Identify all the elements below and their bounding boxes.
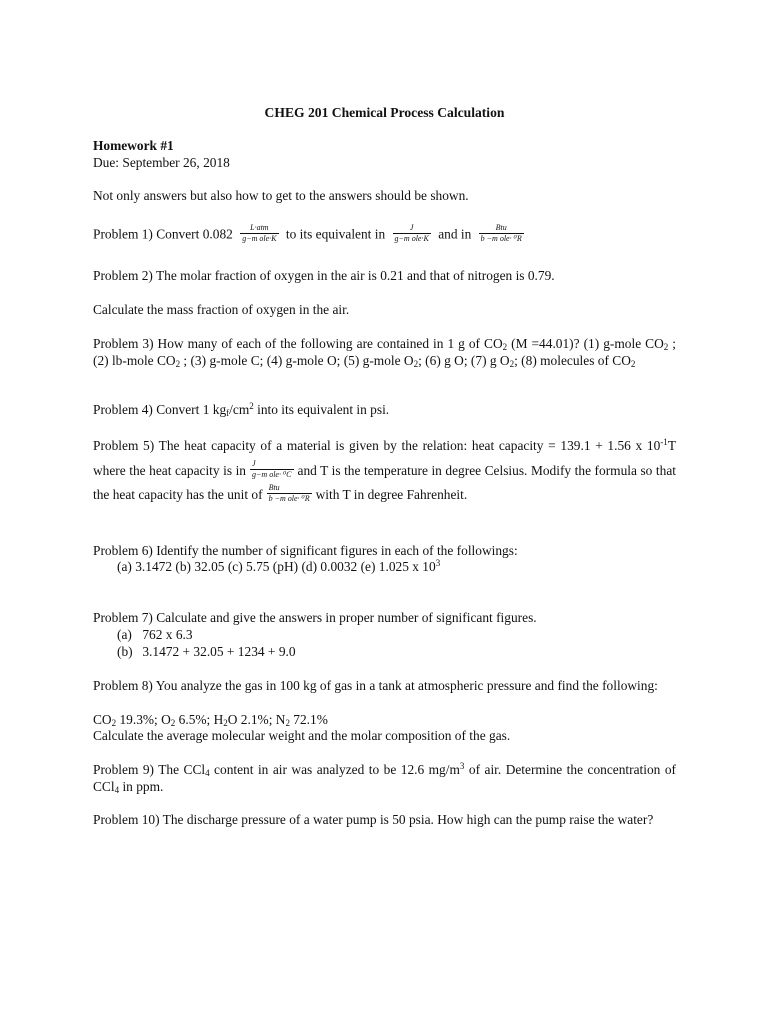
unit-fraction: $\frac{J}{\text{g−m ole·K}}$: [394, 223, 429, 243]
problem-8-line-1: Problem 8) You analyze the gas in 100 kg of gas in a tank at atmospheric pressure and find the following:: [93, 678, 658, 693]
problem-9: Problem 9) The CCl$_4$ content in air was analyzed to be 12.6 $mg/m^3$ of air. Determine the concentration of CCl$_4$ in ppm.: [93, 761, 676, 795]
problem-1: Problem 1) Convert 0.082 $\frac{\text{L·atm}}{\text{g−m ole·K}}$ to its equivalent in $\frac{J}{\text{g−m ole·K}}$ and in $\frac{\text{Btu}}{\text{b −m ole· ⁰R}}$: [93, 223, 522, 243]
problem-8-line-3: Calculate the average molecular weight and the molar composition of the gas.: [93, 728, 511, 743]
unit-fraction: $\frac{J}{\text{g−m ole· ⁰C}}$: [252, 458, 292, 479]
problem-6-line-1: Problem 6) Identify the number of significant figures in each of the followings:: [93, 543, 518, 558]
problem-7-line-1: Problem 7) Calculate and give the answers in proper number of significant figures.: [93, 610, 537, 625]
problem-7-item-a: (a) 762 x 6.3: [117, 627, 193, 642]
problem-7-item-b: (b) 3.1472 + 32.05 + 1234 + 9.0: [117, 644, 296, 659]
problem-5: Problem 5) The heat capacity of a material is given by the relation: heat capacity = 139.1 + 1.56 x $10^{-1}T$ where the heat capacity is in $\frac{J}{\text{g−m ole· ⁰C}}$ and T is the temperature in degree Celsius. Modify the formula so that the heat capacity has the unit of $\frac{\text{Btu}}{\text{b −m ole· ⁰R}}$ with T in degree Fahrenheit.: [93, 437, 676, 504]
instruction-text: Not only answers but also how to get to the answers should be shown.: [93, 188, 469, 203]
problem-2-line-1: Problem 2) The molar fraction of oxygen in the air is 0.21 and that of nitrogen is 0.79.: [93, 268, 555, 283]
homework-heading: Homework #1: [93, 138, 174, 153]
problem-4: Problem 4) Convert 1 $kg_f/cm^2$ into its equivalent in psi.: [93, 401, 390, 418]
problem-2-line-2: Calculate the mass fraction of oxygen in the air.: [93, 302, 350, 317]
unit-fraction: $\frac{\text{Btu}}{\text{b −m ole· ⁰R}}$: [480, 223, 522, 243]
document-title: CHEG 201 Chemical Process Calculation: [264, 105, 505, 120]
problem-6-line-2: (a) 3.1472 (b) 32.05 (c) 5.75 (pH) (d) 0.0032 (e) 1.025 x $10^3$: [117, 558, 441, 574]
due-date: Due: September 26, 2018: [93, 155, 230, 170]
unit-fraction: $\frac{\text{Btu}}{\text{b −m ole· ⁰R}}$: [268, 483, 310, 504]
problem-8-composition: $CO_2$ 19.3%; $O_2$ 6.5%; $H_2O$ 2.1%; $N_2$ 72.1%: [93, 712, 328, 728]
problem-3: Problem 3) How many of each of the following are contained in 1 g of $CO_2$ (M =44.01)? (1) g-mole $CO_2$ ; (2) lb-mole $CO_2$ ; (3) g-mole C; (4) g-mole O; (5) g-mole $O_2$; (6) g O; (7) g $O_2$; (8) molecules of $CO_2$: [93, 336, 676, 369]
unit-fraction: $\frac{\text{L·atm}}{\text{g−m ole·K}}$: [242, 223, 277, 243]
problem-10: Problem 10) The discharge pressure of a water pump is 50 psia. How high can the pump raise the water?: [93, 812, 654, 827]
